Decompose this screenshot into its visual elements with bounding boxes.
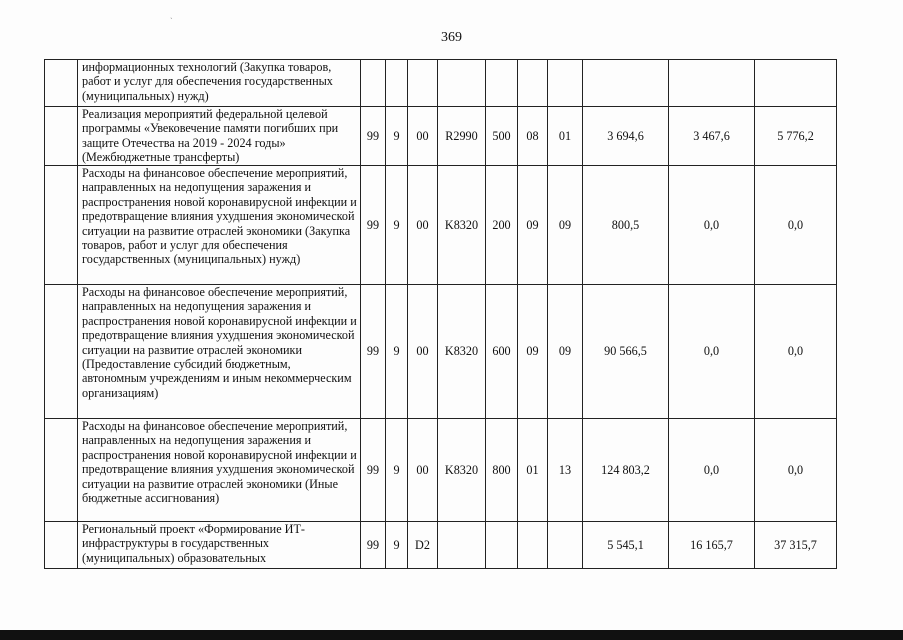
code-cell <box>518 522 548 569</box>
code-cell <box>548 60 583 107</box>
amount-cell: 0,0 <box>669 419 755 522</box>
code-cell: 00 <box>408 419 438 522</box>
code-cell: 01 <box>548 107 583 166</box>
amount-cell: 0,0 <box>669 166 755 285</box>
row-margin-cell <box>45 419 78 522</box>
row-margin-cell <box>45 285 78 419</box>
code-cell: 99 <box>361 285 386 419</box>
code-cell: 09 <box>518 166 548 285</box>
code-cell: 9 <box>386 419 408 522</box>
amount-cell: 5 545,1 <box>583 522 669 569</box>
amount-cell: 16 165,7 <box>669 522 755 569</box>
table-row <box>45 166 837 285</box>
code-cell: 00 <box>408 107 438 166</box>
code-cell: 08 <box>518 107 548 166</box>
code-cell: 00 <box>408 285 438 419</box>
amount-cell: 90 566,5 <box>583 285 669 419</box>
amount-cell: 37 315,7 <box>755 522 837 569</box>
amount-cell: 124 803,2 <box>583 419 669 522</box>
expense-name-cell: Расходы на финансовое обеспечение мероприятий, направленных на недопущения заражения и распространения новой коронавирусной инфекции и предотвращение влияния ухудшения экономической ситуации на развитие отраслей экономики (Предоставление субсидий бюджетным, автономным учреждениям и иным некоммерческим организациям) <box>78 285 361 419</box>
amount-cell: 5 776,2 <box>755 107 837 166</box>
code-cell <box>361 60 386 107</box>
row-margin-cell <box>45 107 78 166</box>
scan-speck: ˏ <box>170 10 173 19</box>
code-cell: 9 <box>386 285 408 419</box>
code-cell: 600 <box>486 285 518 419</box>
code-cell: 9 <box>386 107 408 166</box>
row-margin-cell <box>45 166 78 285</box>
code-cell <box>486 60 518 107</box>
table-row <box>45 285 837 419</box>
amount-cell: 0,0 <box>755 166 837 285</box>
code-cell: D2 <box>408 522 438 569</box>
code-cell <box>486 522 518 569</box>
expense-name-cell: Региональный проект «Формирование ИТ-инфраструктуры в государственных (муниципальных) образовательных <box>78 522 361 569</box>
amount-cell <box>583 60 669 107</box>
code-cell: K8320 <box>438 166 486 285</box>
code-cell <box>548 522 583 569</box>
code-cell: 09 <box>548 166 583 285</box>
code-cell: 09 <box>518 285 548 419</box>
code-cell: K8320 <box>438 419 486 522</box>
code-cell <box>438 60 486 107</box>
amount-cell: 0,0 <box>755 419 837 522</box>
scan-bottom-edge <box>0 630 903 640</box>
code-cell <box>518 60 548 107</box>
code-cell: R2990 <box>438 107 486 166</box>
expense-name-cell: информационных технологий (Закупка товаров, работ и услуг для обеспечения государственных (муниципальных) нужд) <box>78 60 361 107</box>
row-margin-cell <box>45 60 78 107</box>
table-row <box>45 60 837 107</box>
amount-cell: 3 467,6 <box>669 107 755 166</box>
code-cell <box>386 60 408 107</box>
table-row <box>45 522 837 569</box>
code-cell: 9 <box>386 166 408 285</box>
code-cell: 800 <box>486 419 518 522</box>
amount-cell: 0,0 <box>669 285 755 419</box>
amount-cell <box>669 60 755 107</box>
amount-cell: 800,5 <box>583 166 669 285</box>
code-cell: 99 <box>361 419 386 522</box>
amount-cell: 0,0 <box>755 285 837 419</box>
table-row <box>45 107 837 166</box>
expense-name-cell: Расходы на финансовое обеспечение мероприятий, направленных на недопущения заражения и распространения новой коронавирусной инфекции и предотвращение влияния ухудшения экономической ситуации на развитие отраслей экономики (Иные бюджетные ассигнования) <box>78 419 361 522</box>
code-cell <box>408 60 438 107</box>
code-cell: 13 <box>548 419 583 522</box>
code-cell: K8320 <box>438 285 486 419</box>
amount-cell <box>755 60 837 107</box>
amount-cell: 3 694,6 <box>583 107 669 166</box>
page-number: 369 <box>441 30 462 45</box>
code-cell: 9 <box>386 522 408 569</box>
code-cell: 01 <box>518 419 548 522</box>
budget-table <box>44 59 837 569</box>
expense-name-cell: Реализация мероприятий федеральной целевой программы «Увековечение памяти погибших при защите Отечества на 2019 - 2024 годы» (Межбюджетные трансферты) <box>78 107 361 166</box>
code-cell: 99 <box>361 166 386 285</box>
code-cell <box>438 522 486 569</box>
code-cell: 09 <box>548 285 583 419</box>
code-cell: 99 <box>361 522 386 569</box>
row-margin-cell <box>45 522 78 569</box>
code-cell: 99 <box>361 107 386 166</box>
expense-name-cell: Расходы на финансовое обеспечение мероприятий, направленных на недопущения заражения и распространения новой коронавирусной инфекции и предотвращение влияния ухудшения экономической ситуации на развитие отраслей экономики (Закупка товаров, работ и услуг для обеспечения государственных (муниципальных) нужд) <box>78 166 361 285</box>
code-cell: 500 <box>486 107 518 166</box>
code-cell: 00 <box>408 166 438 285</box>
code-cell: 200 <box>486 166 518 285</box>
table-row <box>45 419 837 522</box>
